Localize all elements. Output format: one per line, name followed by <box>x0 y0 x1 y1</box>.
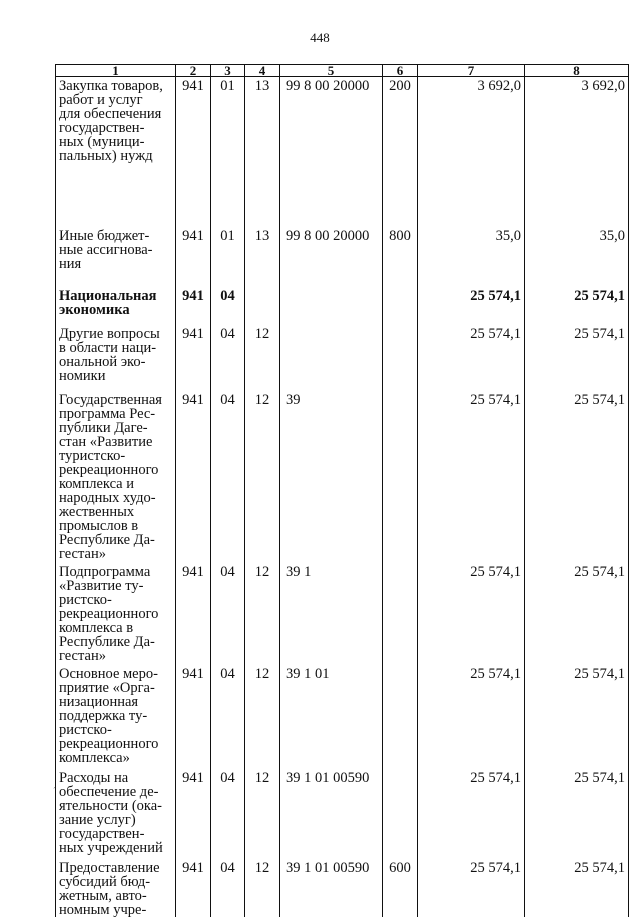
amount-cell-7: 25 574,1 <box>418 859 525 917</box>
column-header: 4 <box>245 65 280 77</box>
amount-cell-8: 25 574,1 <box>525 665 629 769</box>
row-name-line: гестан» <box>59 647 106 664</box>
row-name-line: Национальная <box>59 287 157 304</box>
target-code-cell: 39 1 01 <box>280 665 383 769</box>
row-name-line: гестан» <box>59 545 106 562</box>
amount-cell-7: 25 574,1 <box>418 769 525 859</box>
row-name-line: туристско- <box>59 447 126 464</box>
row-name-line: ных (муници- <box>59 134 145 150</box>
row-name-line: Республике Да- <box>59 531 155 548</box>
column-header: 8 <box>525 65 629 77</box>
amount-cell-7: 35,0 <box>418 227 525 287</box>
amount-cell-8: 25 574,1 <box>525 325 629 391</box>
expense-type-cell <box>383 563 418 665</box>
row-name-line: Иные бюджет- <box>59 227 150 244</box>
row-name-line: рекреационного <box>59 461 159 478</box>
row-name-line: Государственная <box>59 391 162 408</box>
column-header: 2 <box>176 65 211 77</box>
table-row <box>56 287 629 325</box>
row-name-line: номным учре- <box>59 901 147 918</box>
target-code-cell: 99 8 00 20000 <box>280 77 383 227</box>
amount-cell-7: 25 574,1 <box>418 391 525 563</box>
amount-cell-8: 25 574,1 <box>525 563 629 665</box>
margin-mark: ´ <box>53 786 56 795</box>
section-code-cell: 04 <box>211 859 245 917</box>
row-name-line: государствен- <box>59 120 145 136</box>
expense-type-cell: 600 <box>383 859 418 917</box>
row-name-line: ных учреждений <box>59 839 163 856</box>
row-name-line: государствен- <box>59 825 145 842</box>
row-name-line: народных худо- <box>59 489 156 506</box>
budget-table-container <box>55 63 628 918</box>
row-name-cell <box>56 665 176 769</box>
row-name-line: поддержка ту- <box>59 707 148 724</box>
table-row <box>56 227 629 287</box>
section-code-cell: 04 <box>211 325 245 391</box>
expense-type-cell: 800 <box>383 227 418 287</box>
row-name-line: Республике Да- <box>59 633 155 650</box>
section-code-cell: 04 <box>211 769 245 859</box>
subsection-code-cell: 12 <box>245 859 280 917</box>
amount-cell-7: 25 574,1 <box>418 563 525 665</box>
column-header: 6 <box>383 65 418 77</box>
row-name-line: зание услуг) <box>59 811 136 828</box>
row-name-line: комплекса в <box>59 619 134 636</box>
row-name-line: ные ассигнова- <box>59 241 153 258</box>
expense-type-cell: 200 <box>383 77 418 227</box>
target-code-cell: 99 8 00 20000 <box>280 227 383 287</box>
amount-cell-8: 25 574,1 <box>525 391 629 563</box>
amount-cell-8: 3 692,0 <box>525 77 629 227</box>
row-name-line: субсидий бюд- <box>59 873 151 890</box>
row-name-line: Предоставление <box>59 859 160 876</box>
row-name-line: номики <box>59 367 106 384</box>
row-name-line: комплекса» <box>59 749 130 766</box>
row-name-line: программа Рес- <box>59 405 156 422</box>
row-name-line: пальных) нужд <box>59 148 153 164</box>
row-name-line: низационная <box>59 693 139 710</box>
column-header: 1 <box>56 65 176 77</box>
row-name-line: Другие вопросы <box>59 325 160 342</box>
section-code-cell: 04 <box>211 287 245 325</box>
row-name-line: Подпрограмма <box>59 563 151 580</box>
section-code-cell: 04 <box>211 665 245 769</box>
target-code-cell: 39 1 01 00590 <box>280 859 383 917</box>
table-row <box>56 391 629 563</box>
row-name-cell <box>56 287 176 325</box>
admin-code-cell: 941 <box>176 769 211 859</box>
row-name-line: обеспечение де- <box>59 783 159 800</box>
row-name-line: жественных <box>59 503 135 520</box>
row-name-line: ристско- <box>59 721 112 738</box>
subsection-code-cell: 13 <box>245 77 280 227</box>
row-name-line: работ и услуг <box>59 92 143 108</box>
row-name-line: ональной эко- <box>59 353 146 370</box>
row-name-line: рекреационного <box>59 735 159 752</box>
amount-cell-8: 35,0 <box>525 227 629 287</box>
row-name-line: для обеспечения <box>59 106 162 122</box>
row-name-cell <box>56 859 176 917</box>
subsection-code-cell: 13 <box>245 227 280 287</box>
row-name-line: ния <box>59 255 82 272</box>
row-name-line: Расходы на <box>59 769 129 786</box>
expense-type-cell <box>383 665 418 769</box>
target-code-cell: 39 <box>280 391 383 563</box>
subsection-code-cell: 12 <box>245 325 280 391</box>
table-body <box>56 77 629 917</box>
row-name-cell <box>56 391 176 563</box>
amount-cell-7: 25 574,1 <box>418 665 525 769</box>
subsection-code-cell: 12 <box>245 391 280 563</box>
section-code-cell: 04 <box>211 391 245 563</box>
admin-code-cell: 941 <box>176 859 211 917</box>
row-name-line: в области наци- <box>59 339 157 356</box>
table-row <box>56 665 629 769</box>
subsection-code-cell: 12 <box>245 769 280 859</box>
budget-table <box>55 64 629 917</box>
admin-code-cell: 941 <box>176 287 211 325</box>
row-name-line: публики Даге- <box>59 419 148 436</box>
row-name-line: Закупка товаров, <box>59 78 163 94</box>
expense-type-cell <box>383 391 418 563</box>
section-code-cell: 01 <box>211 77 245 227</box>
row-name-line: Основное меро- <box>59 665 158 682</box>
target-code-cell: 39 1 <box>280 563 383 665</box>
amount-cell-8: 25 574,1 <box>525 287 629 325</box>
row-name-cell <box>56 77 176 227</box>
table-row <box>56 769 629 859</box>
admin-code-cell: 941 <box>176 391 211 563</box>
amount-cell-7: 25 574,1 <box>418 287 525 325</box>
amount-cell-8: 25 574,1 <box>525 859 629 917</box>
admin-code-cell: 941 <box>176 563 211 665</box>
admin-code-cell: 941 <box>176 227 211 287</box>
row-name-line: рекреационного <box>59 605 159 622</box>
column-header: 7 <box>418 65 525 77</box>
row-name-cell <box>56 769 176 859</box>
amount-cell-8: 25 574,1 <box>525 769 629 859</box>
target-code-cell: 39 1 01 00590 <box>280 769 383 859</box>
target-code-cell <box>280 325 383 391</box>
table-header-row <box>56 65 629 77</box>
subsection-code-cell: 12 <box>245 563 280 665</box>
column-header: 5 <box>280 65 383 77</box>
admin-code-cell: 941 <box>176 665 211 769</box>
table-row <box>56 563 629 665</box>
row-name-line: жетным, авто- <box>59 887 147 904</box>
target-code-cell <box>280 287 383 325</box>
section-code-cell: 04 <box>211 563 245 665</box>
amount-cell-7: 3 692,0 <box>418 77 525 227</box>
admin-code-cell: 941 <box>176 77 211 227</box>
subsection-code-cell: 12 <box>245 665 280 769</box>
row-name-cell <box>56 325 176 391</box>
amount-cell-7: 25 574,1 <box>418 325 525 391</box>
admin-code-cell: 941 <box>176 325 211 391</box>
expense-type-cell <box>383 287 418 325</box>
row-name-cell <box>56 563 176 665</box>
row-name-line: ристско- <box>59 591 112 608</box>
column-header: 3 <box>211 65 245 77</box>
row-name-line: промыслов в <box>59 517 139 534</box>
row-name-line: комплекса и <box>59 475 135 492</box>
table-row <box>56 77 629 227</box>
row-name-cell <box>56 227 176 287</box>
row-name-line: приятие «Орга- <box>59 679 155 696</box>
row-name-line: «Развитие ту- <box>59 577 144 594</box>
table-row <box>56 325 629 391</box>
row-name-line: стан «Развитие <box>59 433 153 450</box>
page-number: 448 <box>310 30 330 45</box>
expense-type-cell <box>383 325 418 391</box>
expense-type-cell <box>383 769 418 859</box>
section-code-cell: 01 <box>211 227 245 287</box>
row-name-line: ятельности (ока- <box>59 797 162 814</box>
subsection-code-cell <box>245 287 280 325</box>
table-row <box>56 859 629 917</box>
row-name-line: экономика <box>59 301 130 318</box>
